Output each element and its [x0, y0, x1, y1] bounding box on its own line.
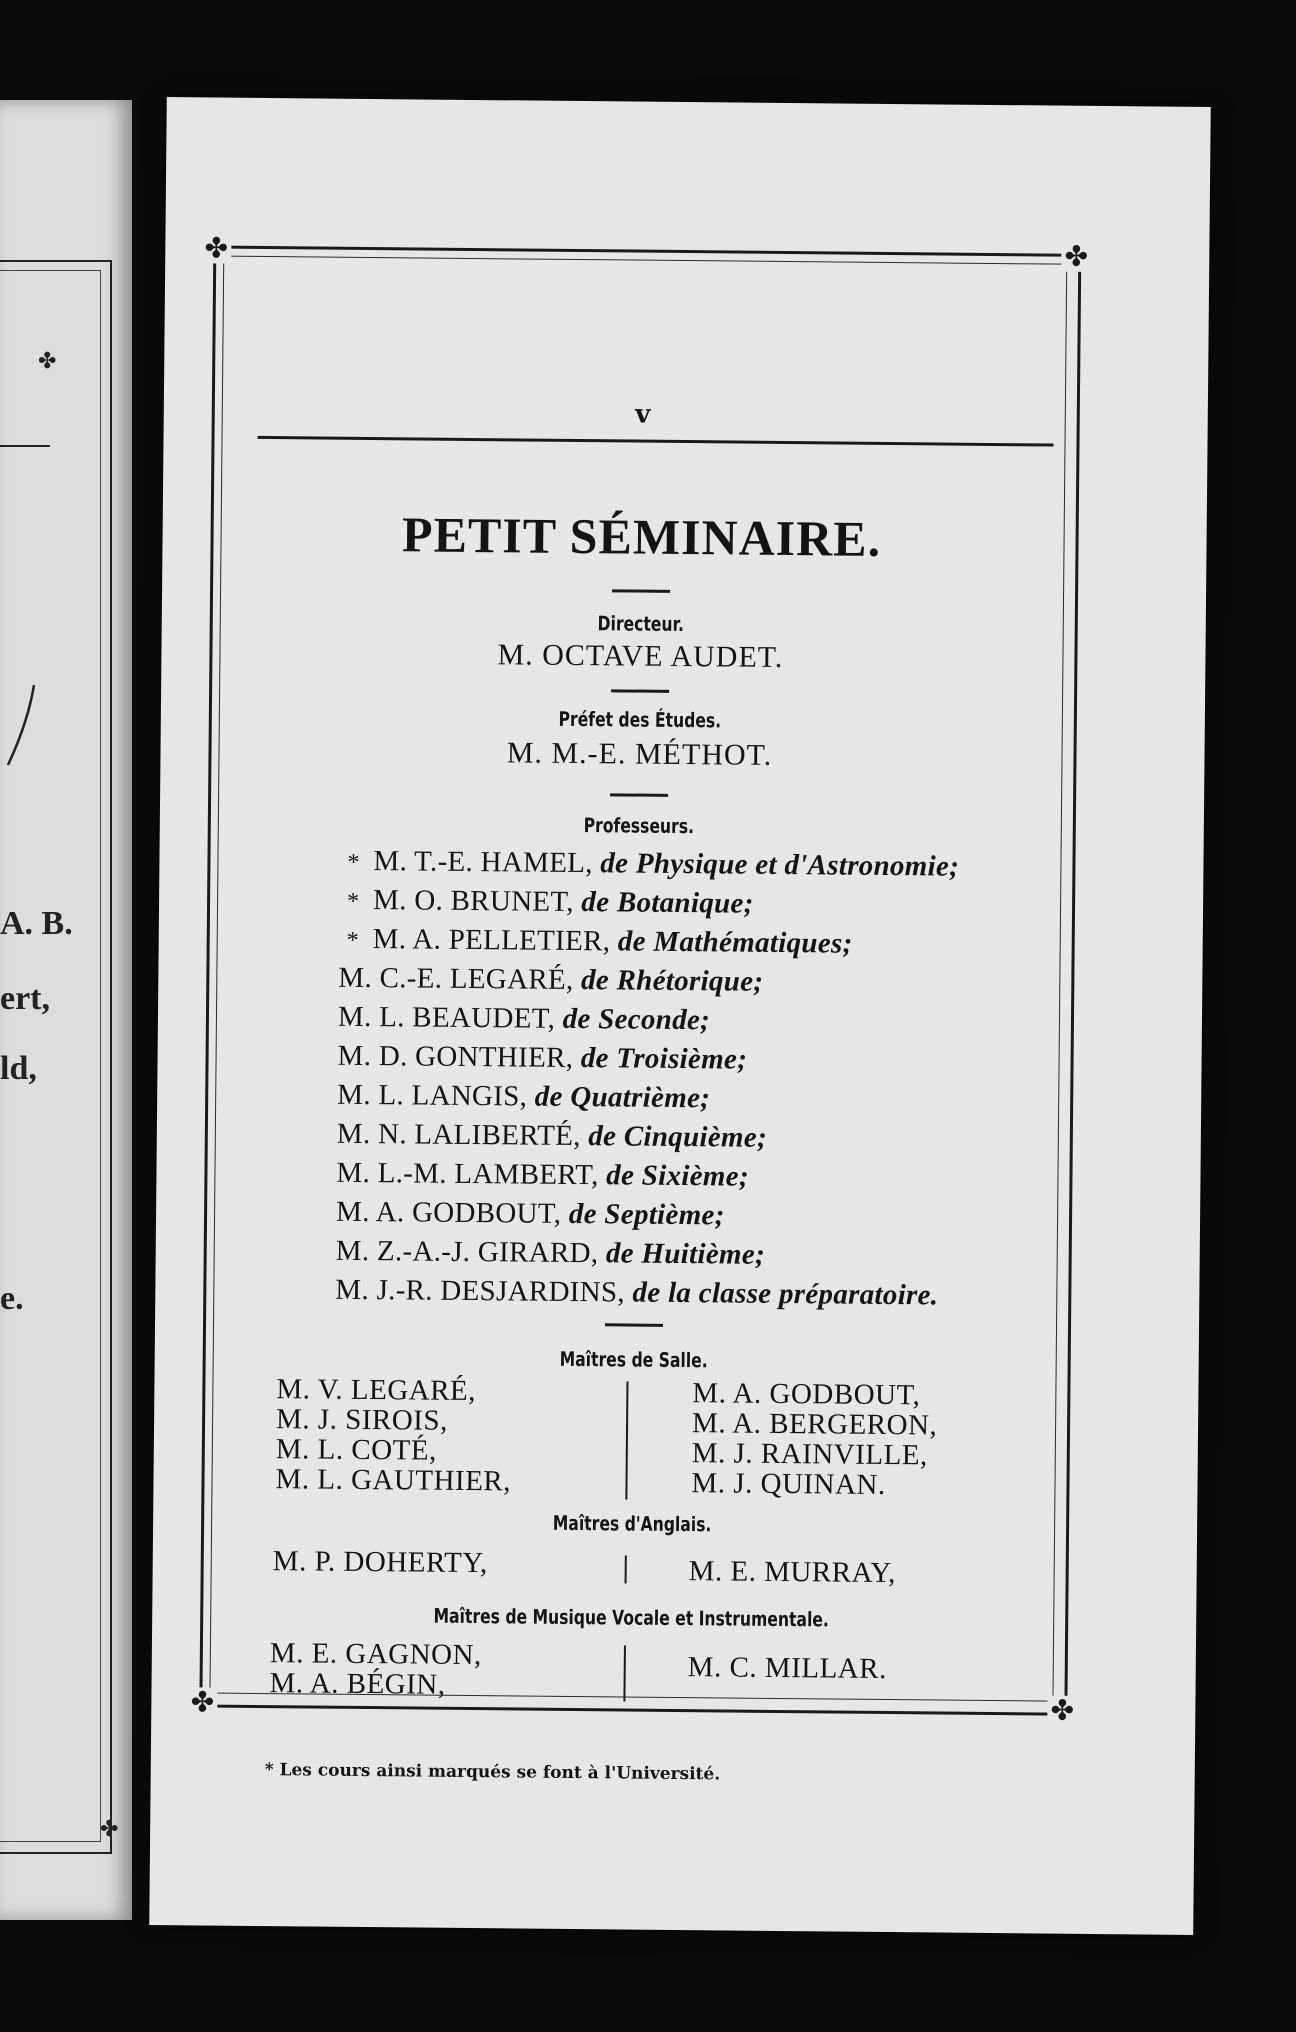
prefect-name: M. M.-E. MÉTHOT.: [506, 736, 773, 772]
list-item: [336, 1235, 1044, 1281]
list-item: M. L. GAUTHIER,: [275, 1463, 512, 1498]
list-item: [347, 845, 1047, 891]
list-item: M. J. RAINVILLE,: [691, 1437, 928, 1472]
left-page-fragment: ert,: [0, 980, 51, 1017]
professor-subject: de Quatrième;: [534, 1080, 711, 1115]
maitres-musique-heading: Maîtres de Musique Vocale et Instrumentale.: [433, 1603, 829, 1632]
maitres-anglais-heading: Maîtres d'Anglais.: [552, 1510, 712, 1537]
footnote-marker: *: [346, 888, 360, 915]
professor-name: M. O. BRUNET,: [372, 884, 574, 918]
corner-ornament-icon: ✤: [100, 1817, 119, 1842]
maitres-musique-list: [222, 1637, 1040, 1701]
section-rule: [610, 793, 668, 797]
left-page-fragment: A. B.: [0, 905, 73, 942]
professor-name: M. D. GONTHIER,: [337, 1039, 574, 1074]
list-item: [335, 1274, 1043, 1320]
column-divider: [625, 1555, 627, 1583]
professor-name: M. T.-E. HAMEL,: [373, 845, 593, 880]
page-content: [222, 268, 1054, 1785]
professor-subject: de Seconde;: [562, 1002, 711, 1037]
list-item: M. J. QUINAN.: [691, 1467, 886, 1501]
professor-name: M. Z.-A.-J. GIRARD,: [335, 1234, 599, 1270]
left-page-fragment: ld,: [0, 1050, 37, 1087]
professor-subject: de Cinquième;: [588, 1120, 768, 1154]
professor-subject: de Physique et d'Astronomie;: [600, 847, 960, 883]
maitres-salle-heading: Maîtres de Salle.: [559, 1346, 708, 1373]
professor-name: M. L. BEAUDET,: [337, 1000, 556, 1035]
section-rule: [612, 589, 670, 593]
maitres-salle-list: [225, 1373, 1043, 1501]
professor-subject: de Troisième;: [580, 1042, 748, 1076]
left-page-fragment: e.: [0, 1280, 24, 1317]
professors-heading: Professeurs.: [583, 813, 695, 839]
corner-ornament-icon: ✤: [201, 233, 231, 263]
header-rule: [258, 436, 1054, 447]
list-item: M. E. MURRAY,: [688, 1555, 896, 1590]
left-page-rule: [0, 445, 50, 447]
professor-name: M. L. LANGIS,: [337, 1078, 528, 1113]
section-rule: [611, 689, 669, 693]
list-item: M. A. BERGERON,: [691, 1407, 938, 1442]
list-item: [347, 923, 1047, 969]
maitres-anglais-list: [223, 1545, 1041, 1590]
maitres-musique-right: [688, 1652, 887, 1684]
list-item: [336, 1157, 1044, 1203]
prefect-role: Préfet des Études.: [558, 706, 722, 733]
list-item: M. L. COTÉ,: [275, 1433, 437, 1467]
professor-subject: de la classe préparatoire.: [632, 1276, 939, 1312]
list-item: M. A. GODBOUT,: [692, 1377, 921, 1412]
footnote: * Les cours ainsi marqués se font à l'Université.: [264, 1760, 721, 1785]
column-divider: [625, 1382, 628, 1500]
corner-ornament-icon: ✤: [1047, 1696, 1077, 1726]
corner-ornament-icon: ✤: [38, 349, 57, 374]
handwritten-stroke: [4, 680, 44, 770]
corner-ornament-icon: ✤: [1061, 242, 1091, 272]
document-page: [149, 97, 1210, 1935]
section-rule: [605, 1323, 663, 1327]
maitres-anglais-left: [273, 1546, 488, 1578]
professor-name: M. A. GODBOUT,: [335, 1195, 562, 1230]
maitres-musique-left: [269, 1638, 481, 1700]
professor-name: M. C.-E. LEGARÉ,: [338, 961, 574, 996]
professor-subject: de Septième;: [568, 1197, 725, 1232]
list-item: [337, 1040, 1045, 1086]
professor-name: M. N. LALIBERTÉ,: [336, 1117, 581, 1153]
left-page-edge: [0, 100, 132, 1920]
list-item: M. C. MILLAR.: [687, 1651, 887, 1686]
page-title: PETIT SÉMINAIRE.: [401, 506, 882, 567]
list-item: M. J. SIROIS,: [275, 1403, 448, 1437]
professor-name: M. J.-R. DESJARDINS,: [335, 1273, 626, 1309]
professor-subject: de Rhétorique;: [580, 964, 764, 998]
list-item: [336, 1196, 1044, 1242]
director-role: Directeur.: [597, 611, 685, 637]
list-item: M. E. GAGNON,: [269, 1637, 482, 1672]
list-item: [337, 1079, 1045, 1125]
professor-subject: de Botanique;: [581, 886, 754, 920]
list-item: [338, 962, 1046, 1008]
list-item: M. A. BÉGIN,: [269, 1667, 446, 1701]
list-item: M. P. DOHERTY,: [272, 1545, 488, 1580]
maitres-salle-right: [691, 1378, 937, 1500]
list-item: M. V. LEGARÉ,: [276, 1373, 477, 1408]
director-name: M. OCTAVE AUDET.: [497, 638, 784, 674]
corner-ornament-icon: ✤: [187, 1687, 217, 1717]
list-item: [337, 1118, 1045, 1164]
professor-subject: de Mathématiques;: [617, 925, 853, 960]
list-item: [338, 1001, 1046, 1047]
professor-subject: de Huitième;: [605, 1237, 766, 1271]
professors-list: [335, 845, 1047, 1320]
maitres-salle-left: [275, 1374, 512, 1496]
footnote-marker: *: [346, 927, 360, 954]
professor-subject: de Sixième;: [606, 1159, 750, 1193]
list-item: [347, 884, 1047, 930]
professor-name: M. A. PELLETIER,: [372, 923, 611, 958]
professor-name: M. L.-M. LAMBERT,: [336, 1156, 599, 1192]
page-number: v: [635, 399, 651, 430]
maitres-anglais-right: [689, 1556, 896, 1588]
footnote-marker: *: [347, 849, 360, 876]
